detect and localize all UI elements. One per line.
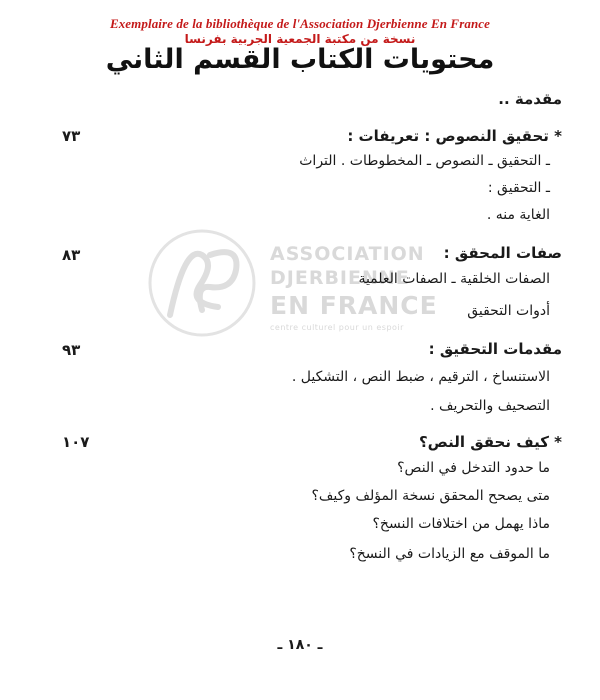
toc-section-4-item-3: ماذا يهمل من اختلافات النسخ؟ bbox=[372, 516, 550, 532]
association-logo-icon bbox=[140, 215, 270, 345]
toc-section-2-item-1: الصفات الخلقية ـ الصفات العلمية bbox=[358, 271, 550, 287]
toc-section-4-page: ١٠٧ bbox=[62, 433, 90, 451]
library-banner-arabic: نسخة من مكتبة الجمعية الجربية بفرنسا bbox=[184, 32, 416, 46]
toc-section-1-item-2: ـ التحقيق : bbox=[487, 180, 550, 196]
toc-section-4-item-4: ما الموقف مع الزيادات في النسخ؟ bbox=[349, 546, 550, 562]
toc-section-2-heading: صفات المحقق : bbox=[443, 244, 562, 262]
toc-section-3-item-1: الاستنساخ ، الترقيم ، ضبط النص ، التشكيل . bbox=[291, 369, 550, 385]
toc-section-3-page: ٩٣ bbox=[62, 341, 81, 359]
toc-section-3-heading: مقدمات التحقيق : bbox=[428, 340, 562, 358]
toc-section-4-item-2: متى يصحح المحقق نسخة المؤلف وكيف؟ bbox=[311, 488, 550, 504]
page-number: ـ ١٨٠ ـ bbox=[277, 637, 323, 653]
toc-section-3-item-2: التصحيف والتحريف . bbox=[430, 398, 550, 414]
toc-section-1-item-3: الغاية منه . bbox=[486, 207, 550, 223]
watermark-line-1: ASSOCIATION bbox=[270, 243, 425, 265]
toc-section-2-item-2: أدوات التحقيق bbox=[467, 303, 550, 319]
toc-section-4-heading: * كيف نحقق النص؟ bbox=[418, 433, 562, 451]
toc-section-1-page: ٧٣ bbox=[62, 127, 81, 145]
library-banner-french: Exemplaire de la bibliothèque de l'Association Djerbienne En France bbox=[109, 16, 491, 31]
page-title: محتويات الكتاب القسم الثاني bbox=[105, 44, 495, 75]
toc-section-4-item-1: ما حدود التدخل في النص؟ bbox=[397, 460, 550, 476]
watermark-line-3: EN FRANCE bbox=[270, 291, 438, 320]
toc-section-1-heading: * تحقيق النصوص : تعريفات : bbox=[347, 127, 562, 145]
toc-section-2-page: ٨٣ bbox=[62, 246, 81, 264]
watermark-line-2: DJERBIENNE bbox=[270, 267, 410, 289]
toc-intro: مقدمة .. bbox=[498, 90, 562, 108]
watermark-line-4: centre culturel pour un espoir bbox=[270, 323, 404, 332]
toc-section-1-item-1: ـ التحقيق ـ النصوص ـ المخطوطات . التراث bbox=[299, 153, 550, 169]
